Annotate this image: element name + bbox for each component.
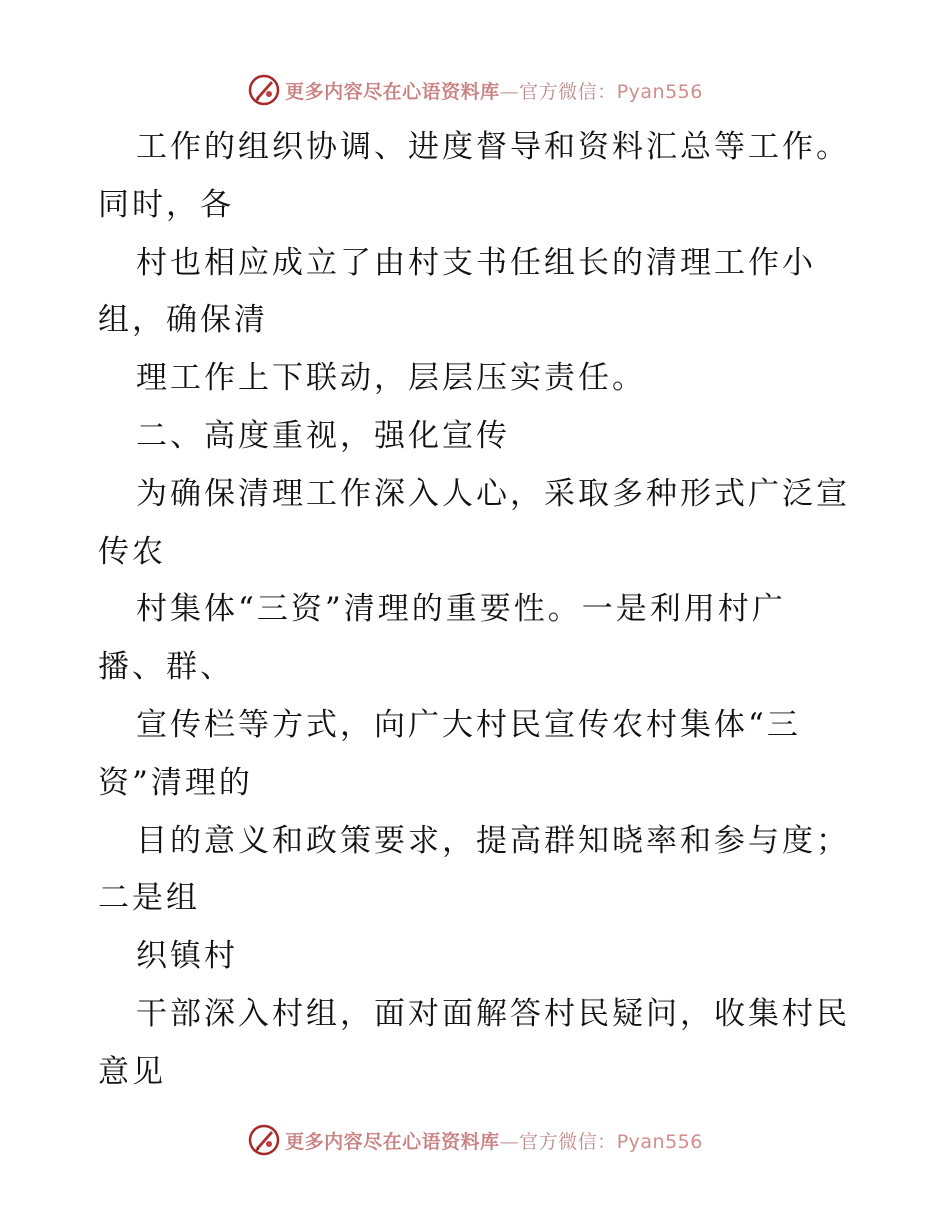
- banner-account: Pyan556: [616, 80, 703, 103]
- text-line: 宣传栏等方式，向广大村民宣传农村集体“三: [136, 706, 801, 743]
- text-line: 工作的组织协调、进度督导和资料汇总等工作。: [136, 129, 850, 165]
- text-line: 播、群、: [98, 649, 234, 686]
- text-line: 组，确保清: [98, 302, 268, 339]
- banner-prefix: 更多内容尽在心语资料库: [285, 80, 500, 103]
- text-line: 同时，各: [98, 186, 234, 223]
- banner-wechat-label: 官方微信：: [519, 1130, 617, 1153]
- text-line: 理工作上下联动，层层压实责任。: [136, 360, 646, 397]
- text-line: 资”清理的: [98, 764, 253, 801]
- text-line: 目的意义和政策要求，提高群知晓率和参与度；: [136, 822, 850, 859]
- text-line: 为确保清理工作深入人心，采取多种形式广泛宣: [136, 475, 850, 512]
- banner-wechat-label: 官方微信：: [519, 80, 617, 103]
- banner-dash: —: [499, 1130, 520, 1153]
- text-line: 二是组: [98, 880, 200, 917]
- quill-logo-icon: [247, 1123, 281, 1157]
- quill-logo-icon: [247, 73, 281, 107]
- text-line: 干部深入村组，面对面解答村民疑问，收集村民: [136, 995, 850, 1032]
- text-line: 织镇村: [136, 938, 238, 975]
- text-line: 二、高度重视，强化宣传: [136, 417, 510, 454]
- banner-account: Pyan556: [616, 1130, 703, 1153]
- header-watermark-banner: [0, 70, 950, 110]
- text-line: 意见: [98, 1053, 166, 1090]
- document-body: [98, 119, 858, 1102]
- footer-watermark-banner: [0, 1120, 950, 1160]
- banner-dash: —: [499, 80, 520, 103]
- text-line: 传农: [98, 533, 166, 570]
- text-line: 村集体“三资”清理的重要性。一是利用村广: [136, 591, 786, 628]
- banner-prefix: 更多内容尽在心语资料库: [285, 1130, 500, 1153]
- text-line: 村也相应成立了由村支书任组长的清理工作小: [136, 244, 816, 281]
